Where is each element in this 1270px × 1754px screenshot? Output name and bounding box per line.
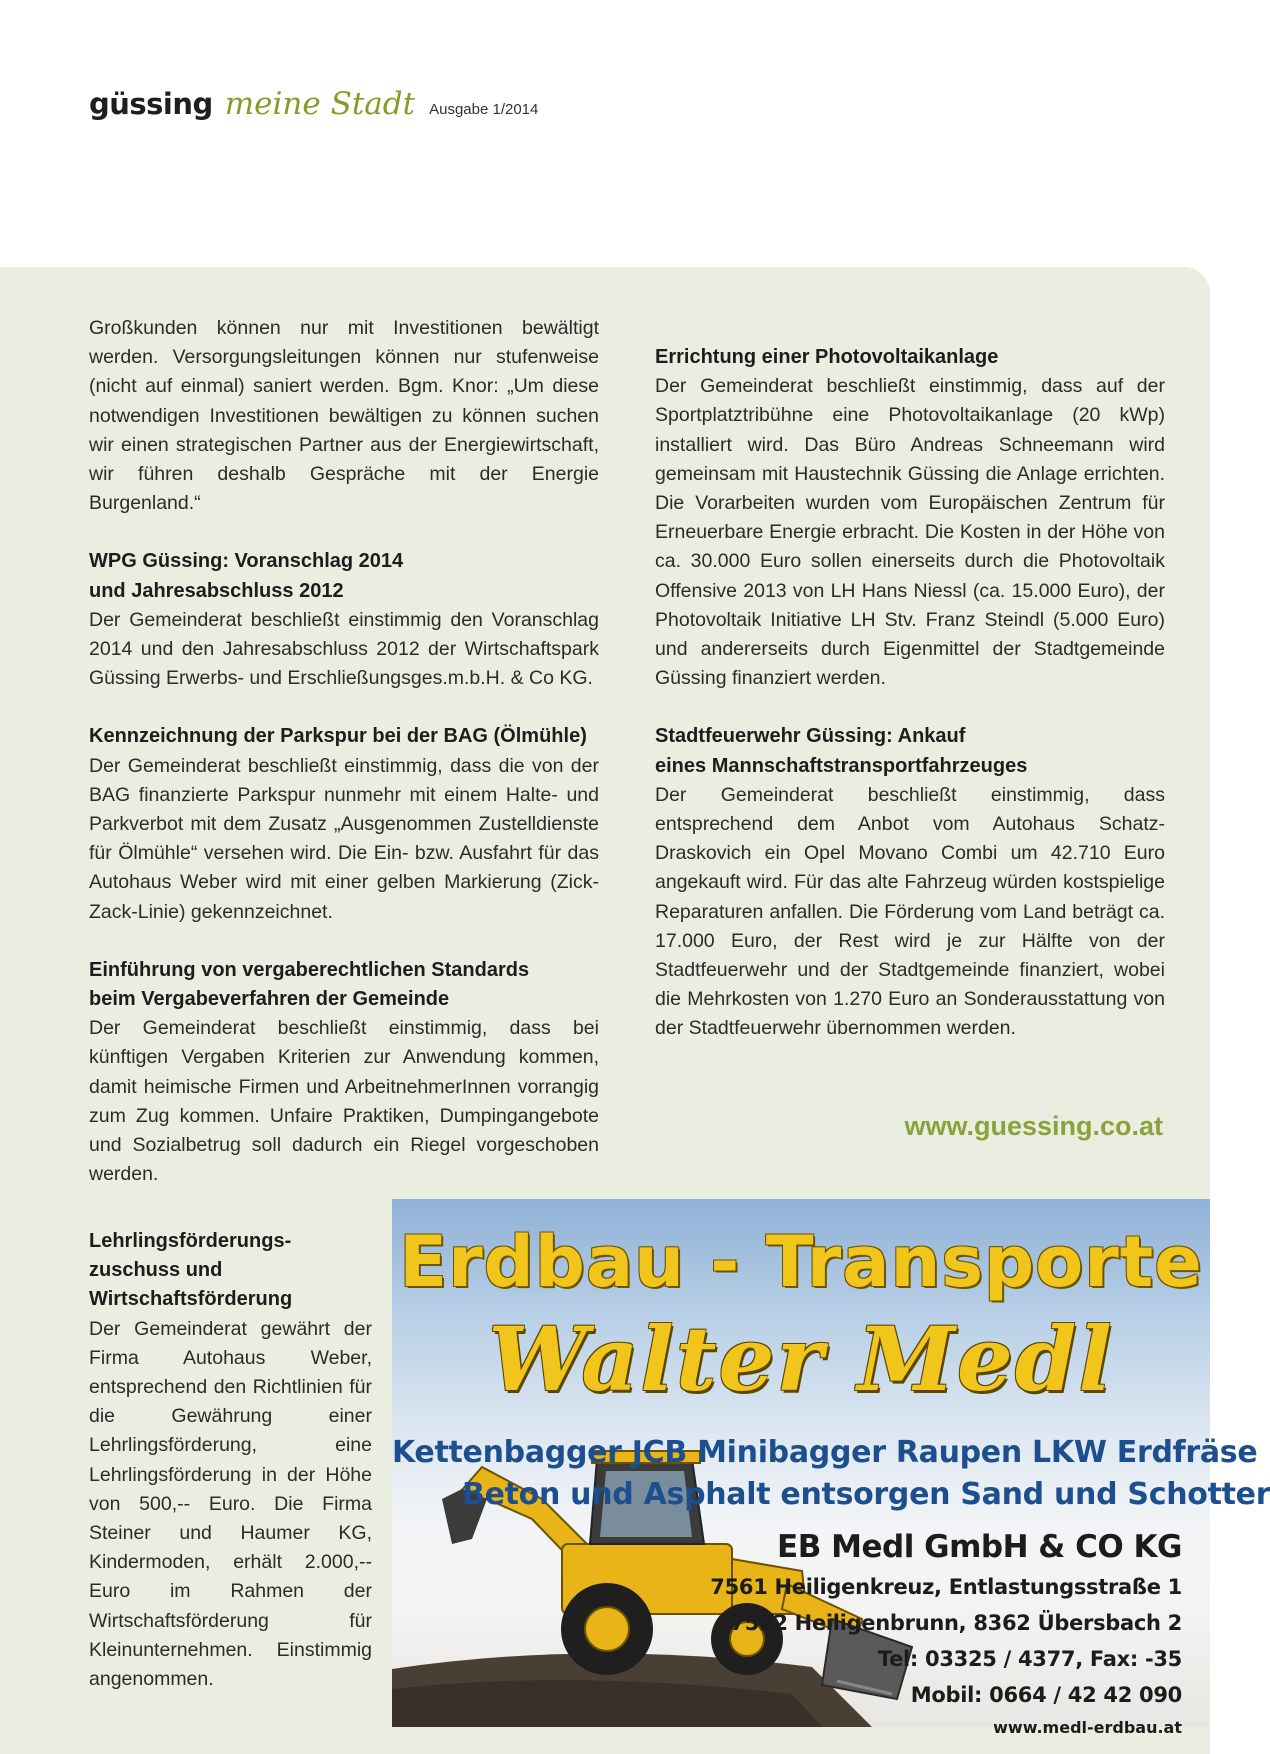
ad-mobile: Mobil: 0664 / 42 42 090	[910, 1683, 1182, 1707]
narrow-column	[89, 1227, 372, 1694]
heading-line: beim Vergabeverfahren der Gemeinde	[89, 988, 450, 1011]
intro-paragraph: Großkunden können nur mit Investitionen bewältigt werden. Versorgungsleitungen können nur stufenweise (nicht auf einmal) saniert werden. Bgm. Knor: „Um diese notwendigen Investitionen bewältigen zu können suchen wir einen strategischen Partner aus der Energiewirtschaft, wir führen deshalb Gespräche mit der Energie Burgenland.“	[89, 317, 599, 515]
heading-line: WPG Güssing: Voranschlag 2014	[89, 550, 404, 573]
heading-line: und Jahresabschluss 2012	[89, 579, 344, 602]
section-body-lehrling: Der Gemeinderat gewährt der Firma Autohaus Weber, entsprechend den Richtlinien für die Gewährung einer Lehrlingsförderung, eine Lehrlingsförderung in der Höhe von 500,-- Euro. Die Firma Steiner und Haumer KG, Kindermoden, erhält 2.000,-- Euro im Rahmen der Wirtschaftsförderung für Kleinunternehmen. Einstimmig angenommen.	[89, 1317, 372, 1691]
ad-phone: Tel: 03325 / 4377, Fax: -35	[877, 1647, 1182, 1671]
heading-line: Stadtfeuerwehr Güssing: Ankauf	[655, 725, 966, 748]
right-column	[655, 343, 1165, 1044]
ad-company-name: Walter Medl	[488, 1307, 1114, 1411]
brand-script: meine Stadt	[224, 86, 416, 122]
left-column	[89, 314, 599, 1189]
section-body-feuerwehr: Der Gemeinderat beschließt einstimmig, dass entsprechend dem Anbot vom Autohaus Schatz-Draskovich ein Opel Movano Combi um 42.710 Euro angekauft wird. Für das alte Fahrzeug würden kostspielige Reparaturen anfallen. Die Förderung vom Land beträgt ca. 17.000 Euro, der Rest wird je zur Hälfte von der Stadtfeuerwehr und der Stadtgemeinde finanziert, wobei die Mehrkosten von 1.270 Euro an Sonderausstattung von der Stadtfeuerwehr übernommen werden.	[655, 783, 1165, 1040]
masthead	[89, 86, 538, 126]
ad-company-legal: EB Medl GmbH & CO KG	[777, 1529, 1182, 1565]
issue-label: Ausgabe 1/2014	[429, 101, 539, 118]
ad-address2: 7522 Heiligenbrunn, 8362 Übersbach 2	[730, 1611, 1182, 1635]
ad-services-line2: Beton und Asphalt entsorgen Sand und Schotter	[462, 1477, 1270, 1512]
section-heading-photovoltaik: Errichtung einer Photovoltaikanlage	[655, 346, 999, 368]
section-body-wpg: Der Gemeinderat beschließt einstimmig den Voranschlag 2014 und den Jahresabschluss 2012 der Wirtschaftspark Güssing Erwerbs- und Erschließungsges.m.b.H. & Co KG.	[89, 608, 599, 690]
ad-title: Erdbau - Transporte	[399, 1221, 1203, 1303]
section-heading-wpg	[89, 547, 599, 605]
section-heading-lehrling	[89, 1227, 372, 1315]
section-heading-vergabe	[89, 956, 599, 1014]
ad-website[interactable]: www.medl-erdbau.at	[993, 1718, 1182, 1737]
advertisement	[392, 1199, 1270, 1737]
website-link[interactable]: www.guessing.co.at	[904, 1111, 1163, 1141]
ad-address1: 7561 Heiligenkreuz, Entlastungsstraße 1	[710, 1575, 1182, 1599]
heading-line: Lehrlingsförderungs-	[89, 1230, 292, 1252]
heading-line: Einführung von vergaberechtlichen Standards	[89, 958, 530, 981]
brand-name: güssing	[89, 87, 213, 121]
section-heading-feuerwehr	[655, 722, 1165, 780]
section-body-parkspur: Der Gemeinderat beschließt einstimmig, dass die von der BAG finanzierte Parkspur nunmehr mit einem Halte- und Parkverbot mit dem Zusatz „Ausgenommen Zustelldienste für Ölmühle“ versehen wird. Die Ein- bzw. Ausfahrt für das Autohaus Weber wird mit einer gelben Markierung (Zick-Zack-Linie) gekennzeichnet.	[89, 754, 599, 923]
section-body-vergabe: Der Gemeinderat beschließt einstimmig, dass bei künftigen Vergaben Kriterien zur Anwendung kommen, damit heimische Firmen und ArbeitnehmerInnen vorrangig zum Zug kommen. Unfaire Praktiken, Dumpingangebote und Sozialbetrug soll dadurch ein Riegel vorgeschoben werden.	[89, 1017, 599, 1186]
heading-line: Wirtschaftsförderung	[89, 1288, 293, 1311]
heading-line: zuschuss und	[89, 1259, 223, 1282]
section-heading-parkspur: Kennzeichnung der Parkspur bei der BAG (Ölmühle)	[89, 725, 587, 748]
heading-line: eines Mannschaftstransportfahrzeuges	[655, 754, 1028, 777]
section-body-photovoltaik: Der Gemeinderat beschließt einstimmig, dass auf der Sportplatztribühne eine Photovoltaikanlage (20 kWp) installiert wird. Das Büro Andreas Schneemann wird gemeinsam mit Haustechnik Güssing die Anlage errichten. Die Vorarbeiten wurden vom Europäischen Zentrum für Erneuerbare Energie erbracht. Die Kosten in der Höhe von ca. 30.000 Euro sollen einerseits durch die Photovoltaik Offensive 2013 von LH Hans Niessl (ca. 15.000 Euro), der Photovoltaik Initiative LH Stv. Franz Steindl (5.000 Euro) und andererseits durch Eigenmittel der Stadtgemeinde Güssing finanziert werden.	[655, 375, 1165, 690]
ad-services-line1: Kettenbagger JCB Minibagger Raupen LKW Erdfräse	[392, 1435, 1258, 1470]
